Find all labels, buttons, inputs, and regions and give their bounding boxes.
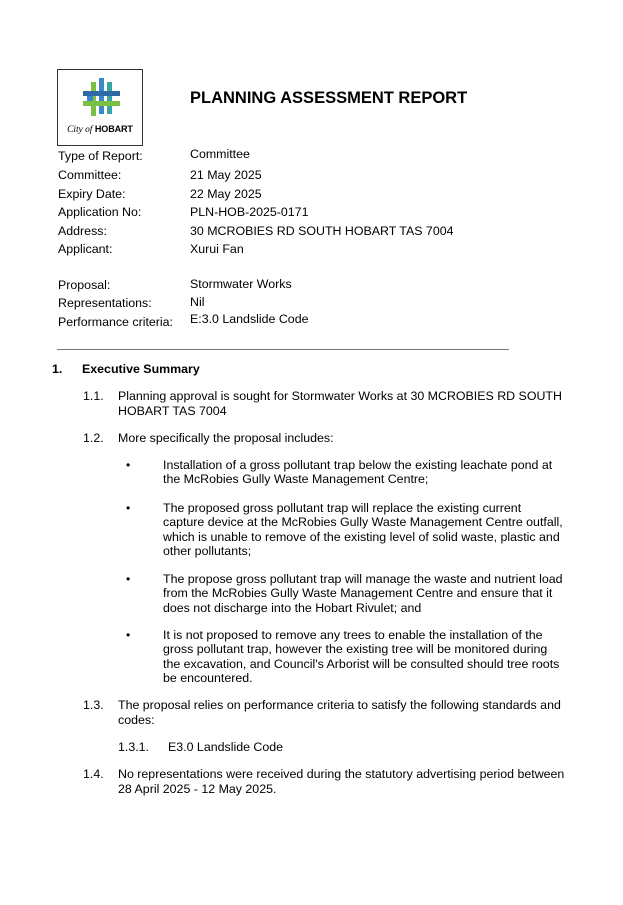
divider bbox=[57, 349, 509, 350]
logo-hobart-text: HOBART bbox=[94, 124, 133, 134]
city-of-hobart-logo bbox=[57, 69, 143, 146]
bullet-item bbox=[163, 501, 578, 558]
para-number-1-3: 1.3. bbox=[83, 698, 104, 712]
meta-value-applicant: Xurui Fan bbox=[190, 242, 244, 256]
meta-label-proposal: Proposal: bbox=[58, 278, 111, 292]
bullet-line: which is unable to remove of the existing level of solid waste, plastic and bbox=[163, 529, 560, 544]
bullet-line: from the McRobies Gully Waste Management Centre and ensure that it bbox=[163, 586, 553, 601]
bullet-line: Installation of a gross pollutant trap below the existing leachate pond at bbox=[163, 458, 553, 472]
meta-label-representations: Representations: bbox=[58, 296, 152, 310]
para-number-1-1: 1.1. bbox=[83, 389, 104, 403]
para-text-1-3 bbox=[118, 698, 578, 727]
para-text-1-4 bbox=[118, 767, 578, 796]
para-1-3-line: The proposal relies on performance criteria to satisfy the following standards and bbox=[118, 698, 561, 712]
para-text-1-1 bbox=[118, 389, 578, 418]
page-title: PLANNING ASSESSMENT REPORT bbox=[190, 89, 468, 107]
bullet-item bbox=[163, 628, 578, 685]
meta-label-applicant: Applicant: bbox=[58, 242, 113, 256]
para-1-1-line: Planning approval is sought for Stormwater Works at 30 MCROBIES RD SOUTH bbox=[118, 389, 562, 403]
para-1-4-line: No representations were received during the statutory advertising period between bbox=[118, 767, 565, 781]
bullet-line: The propose gross pollutant trap will manage the waste and nutrient load bbox=[163, 572, 563, 586]
hobart-emblem-icon bbox=[58, 70, 144, 124]
para-number-1-2: 1.2. bbox=[83, 431, 104, 445]
bullet-line: other pollutants; bbox=[163, 543, 252, 558]
meta-value-application-no: PLN-HOB-2025-0171 bbox=[190, 205, 309, 219]
bullet-icon: • bbox=[126, 572, 131, 586]
logo-caption bbox=[58, 124, 142, 135]
bullet-line: the McRobies Gully Waste Management Centre; bbox=[163, 472, 429, 487]
bullet-line: gross pollutant trap, however the existing tree will be monitored during bbox=[163, 642, 548, 657]
meta-label-performance-criteria: Performance criteria: bbox=[58, 315, 173, 329]
para-text-1-2: More specifically the proposal includes: bbox=[118, 431, 334, 445]
bullet-line: capture device at the McRobies Gully Waste Management Centre outfall, bbox=[163, 515, 563, 530]
meta-label-application-no: Application No: bbox=[58, 205, 142, 219]
bullet-icon: • bbox=[126, 501, 131, 515]
sub-number-1-3-1: 1.3.1. bbox=[118, 740, 150, 754]
para-1-4-line: 28 April 2025 - 12 May 2025. bbox=[118, 781, 277, 796]
logo-of-text: of bbox=[85, 125, 93, 135]
meta-label-expiry: Expiry Date: bbox=[58, 187, 126, 201]
meta-value-proposal: Stormwater Works bbox=[190, 277, 292, 291]
section-title: Executive Summary bbox=[82, 362, 200, 376]
para-1-3-line: codes: bbox=[118, 712, 155, 727]
bullet-line: be encountered. bbox=[163, 670, 253, 685]
bullet-item bbox=[163, 572, 578, 615]
meta-value-expiry: 22 May 2025 bbox=[190, 187, 262, 201]
meta-label-committee: Committee: bbox=[58, 168, 122, 182]
bullet-item bbox=[163, 458, 578, 487]
meta-value-committee: 21 May 2025 bbox=[190, 168, 262, 182]
meta-value-performance-criteria: E:3.0 Landslide Code bbox=[190, 312, 309, 326]
meta-value-type: Committee bbox=[190, 147, 250, 161]
bullet-icon: • bbox=[126, 628, 131, 642]
bullet-icon: • bbox=[126, 458, 131, 472]
bullet-line: It is not proposed to remove any trees to enable the installation of the bbox=[163, 628, 543, 642]
section-number: 1. bbox=[52, 362, 63, 376]
meta-value-address: 30 MCROBIES RD SOUTH HOBART TAS 7004 bbox=[190, 224, 454, 238]
sub-text-1-3-1: E3.0 Landslide Code bbox=[168, 740, 284, 754]
bullet-line: The proposed gross pollutant trap will replace the existing current bbox=[163, 501, 522, 515]
bullet-line: does not discharge into the Hobart Rivulet; and bbox=[163, 600, 422, 615]
bullet-line: the excavation, and Council's Arborist will be consulted should tree roots bbox=[163, 656, 560, 671]
logo-city-text: City bbox=[67, 125, 83, 135]
para-1-1-line: HOBART TAS 7004 bbox=[118, 403, 227, 418]
para-number-1-4: 1.4. bbox=[83, 767, 104, 781]
meta-label-type: Type of Report: bbox=[58, 149, 143, 163]
meta-value-representations: Nil bbox=[190, 295, 205, 309]
meta-label-address: Address: bbox=[58, 224, 107, 238]
